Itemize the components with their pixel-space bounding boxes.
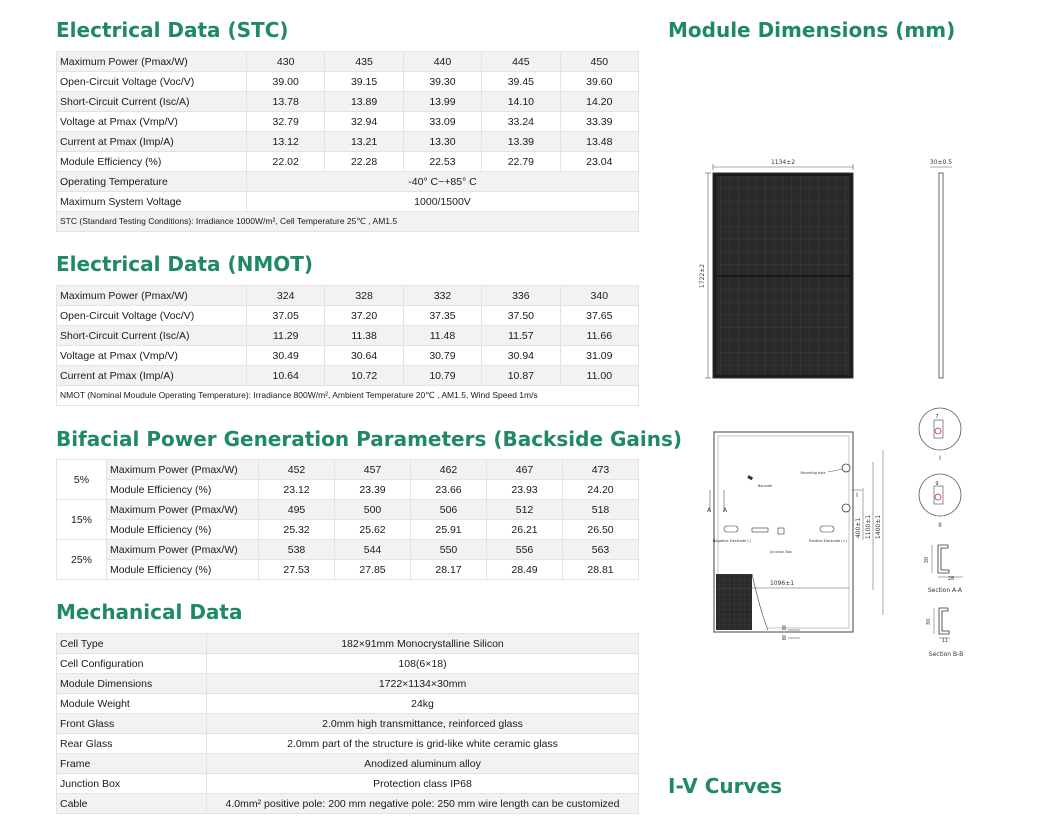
row-label: Maximum Power (Pmax/W) bbox=[57, 52, 247, 72]
row-label: Cell Configuration bbox=[57, 654, 207, 674]
row-label: Module Efficiency (%) bbox=[107, 480, 259, 500]
cell-value: 473 bbox=[563, 460, 639, 480]
cell-value: 11.38 bbox=[325, 326, 403, 346]
cell-value: 39.60 bbox=[560, 72, 638, 92]
frame-profile-b bbox=[939, 608, 949, 634]
row-label: Open-Circuit Voltage (Voc/V) bbox=[57, 306, 247, 326]
cell-value: 26.50 bbox=[563, 520, 639, 540]
dimensions-heading: Module Dimensions (mm) bbox=[668, 18, 956, 42]
row-label: Maximum Power (Pmax/W) bbox=[107, 500, 259, 520]
row-label: Open-Circuit Voltage (Voc/V) bbox=[57, 72, 247, 92]
section-a-left-label: A bbox=[706, 507, 712, 514]
row-label: Maximum Power (Pmax/W) bbox=[107, 540, 259, 560]
cell-value: 30.64 bbox=[325, 346, 403, 366]
cell-value: 518 bbox=[563, 500, 639, 520]
width-dimension-label: 1134±2 bbox=[770, 159, 796, 166]
cell-value: 11.00 bbox=[560, 366, 638, 386]
dim-1100-label: 1100±1 bbox=[865, 514, 872, 540]
cell-value: 4.0mm² positive pole: 200 mm negative pole: 250 mm wire length can be customized bbox=[207, 794, 639, 814]
row-label: Short-Circuit Current (Isc/A) bbox=[57, 92, 247, 112]
cell-value: 13.39 bbox=[482, 132, 560, 152]
section-b-b-label: Section B-B bbox=[928, 651, 964, 658]
dim-1096-label: 1096±1 bbox=[769, 580, 795, 587]
side-view bbox=[930, 159, 952, 378]
cell-value: 23.04 bbox=[560, 152, 638, 172]
cell-value: 538 bbox=[259, 540, 335, 560]
cell-value: 14.20 bbox=[560, 92, 638, 112]
section-b-b bbox=[926, 608, 963, 658]
cell-value: 500 bbox=[335, 500, 411, 520]
dim-28-label: 28 bbox=[947, 576, 955, 582]
cell-value: 13.48 bbox=[560, 132, 638, 152]
cell-value: -40° C~+85° C bbox=[247, 172, 639, 192]
cell-value: 324 bbox=[247, 286, 325, 306]
gain-label: 5% bbox=[57, 460, 107, 500]
row-label: Maximum System Voltage bbox=[57, 192, 247, 212]
row-label: Module Dimensions bbox=[57, 674, 207, 694]
cell-value: 24kg bbox=[207, 694, 639, 714]
cell-value: 22.02 bbox=[247, 152, 325, 172]
row-label: Cable bbox=[57, 794, 207, 814]
cell-value: 31.09 bbox=[560, 346, 638, 366]
cell-value: 26.21 bbox=[487, 520, 563, 540]
mounting-hole-detail-icon bbox=[935, 428, 941, 434]
row-label: Cell Type bbox=[57, 634, 207, 654]
cell-value: 23.93 bbox=[487, 480, 563, 500]
dim-400-label: 400±1 bbox=[855, 517, 862, 539]
cell-value: 23.66 bbox=[411, 480, 487, 500]
cell-value: 33.39 bbox=[560, 112, 638, 132]
height-dimension-label: 1722±2 bbox=[699, 263, 706, 289]
cell-value: 32.94 bbox=[325, 112, 403, 132]
cell-value: 462 bbox=[411, 460, 487, 480]
cell-value: 32.79 bbox=[247, 112, 325, 132]
section-a-a bbox=[924, 545, 963, 594]
cell-value: 1000/1500V bbox=[247, 192, 639, 212]
cell-value: 30.49 bbox=[247, 346, 325, 366]
frame-profile-a bbox=[938, 545, 949, 573]
cell-value: 37.05 bbox=[247, 306, 325, 326]
cell-value: 33.24 bbox=[482, 112, 560, 132]
detail-i-label: I bbox=[939, 455, 941, 462]
detail-ii-label: II bbox=[938, 522, 942, 529]
cell-value: 30.94 bbox=[482, 346, 560, 366]
cell-value: 11.66 bbox=[560, 326, 638, 346]
cell-value: 11.57 bbox=[482, 326, 560, 346]
cell-value: 10.72 bbox=[325, 366, 403, 386]
cell-value: 39.15 bbox=[325, 72, 403, 92]
row-label: Maximum Power (Pmax/W) bbox=[107, 460, 259, 480]
cell-value: 1722×1134×30mm bbox=[207, 674, 639, 694]
thickness-dimension-label: 30±0.5 bbox=[929, 159, 953, 166]
row-label: Rear Glass bbox=[57, 734, 207, 754]
dim-11-label: 11 bbox=[941, 638, 949, 644]
panel-side-profile bbox=[939, 173, 943, 378]
junction-box-icon bbox=[752, 528, 768, 532]
stc-note: STC (Standard Testing Conditions): Irradiance 1000W/m², Cell Temperature 25℃ , AM1.5 bbox=[57, 212, 639, 232]
cell-value: Anodized aluminum alloy bbox=[207, 754, 639, 774]
cell-value: 450 bbox=[560, 52, 638, 72]
barcode-label: Barcode bbox=[757, 484, 773, 488]
cell-value: 39.00 bbox=[247, 72, 325, 92]
detail-i-dim-label: 7 bbox=[935, 414, 939, 420]
cell-value: 37.65 bbox=[560, 306, 638, 326]
cell-value: 28.81 bbox=[563, 560, 639, 580]
dim-1400-label: 1400±1 bbox=[875, 514, 882, 540]
row-label: Junction Box bbox=[57, 774, 207, 794]
cell-value: 14.10 bbox=[482, 92, 560, 112]
cell-value: 39.45 bbox=[482, 72, 560, 92]
cell-value: 340 bbox=[560, 286, 638, 306]
cell-value: 11.29 bbox=[247, 326, 325, 346]
detail-i bbox=[919, 408, 961, 462]
cell-value: 28.49 bbox=[487, 560, 563, 580]
nmot-note: NMOT (Nominal Moudule Operating Temperature): Irradiance 800W/m², Ambient Temperature 20℃ , AM1.5, Wind Speed 1m/s bbox=[57, 386, 639, 406]
cell-value: 332 bbox=[403, 286, 481, 306]
detail-ii bbox=[919, 474, 961, 529]
row-label: Front Glass bbox=[57, 714, 207, 734]
cell-value: 440 bbox=[403, 52, 481, 72]
row-label: Module Efficiency (%) bbox=[107, 560, 259, 580]
cell-value: 495 bbox=[259, 500, 335, 520]
cell-value: 10.87 bbox=[482, 366, 560, 386]
row-label: Maximum Power (Pmax/W) bbox=[57, 286, 247, 306]
cell-value: 13.99 bbox=[403, 92, 481, 112]
iv-heading: I-V Curves bbox=[668, 774, 783, 798]
row-label: Operating Temperature bbox=[57, 172, 247, 192]
cell-value: 13.78 bbox=[247, 92, 325, 112]
cell-value: 13.12 bbox=[247, 132, 325, 152]
cell-value: 28.17 bbox=[411, 560, 487, 580]
cell-value: 13.21 bbox=[325, 132, 403, 152]
stc-heading: Electrical Data (STC) bbox=[56, 18, 289, 42]
cell-value: 11.48 bbox=[403, 326, 481, 346]
mounting-hole-label: Mounting hole bbox=[800, 471, 826, 475]
section-b-top-label: B bbox=[781, 625, 787, 632]
cell-value: 445 bbox=[482, 52, 560, 72]
mounting-hole-icon bbox=[842, 504, 850, 512]
row-label: Voltage at Pmax (Vmp/V) bbox=[57, 112, 247, 132]
dim-30-a-label: 30 bbox=[924, 556, 930, 564]
dim-30-b-label: 30 bbox=[926, 618, 932, 626]
cell-value: 563 bbox=[563, 540, 639, 560]
section-i-marker: I bbox=[856, 492, 858, 499]
cell-value: 22.79 bbox=[482, 152, 560, 172]
cell-value: 435 bbox=[325, 52, 403, 72]
cell-value: 24.20 bbox=[563, 480, 639, 500]
row-label: Frame bbox=[57, 754, 207, 774]
cell-value: 2.0mm part of the structure is grid-like white ceramic glass bbox=[207, 734, 639, 754]
cell-value: 544 bbox=[335, 540, 411, 560]
cell-value: 13.89 bbox=[325, 92, 403, 112]
cell-value: 25.91 bbox=[411, 520, 487, 540]
cell-value: 328 bbox=[325, 286, 403, 306]
row-label: Module Efficiency (%) bbox=[57, 152, 247, 172]
cell-value: 108(6×18) bbox=[207, 654, 639, 674]
cell-value: Protection class IP68 bbox=[207, 774, 639, 794]
nmot-heading: Electrical Data (NMOT) bbox=[56, 252, 314, 276]
cell-value: 2.0mm high transmittance, reinforced glass bbox=[207, 714, 639, 734]
rear-cell-cutaway bbox=[716, 574, 752, 630]
positive-electrode-label: Positive Electrode (+) bbox=[809, 539, 847, 543]
cell-value: 10.64 bbox=[247, 366, 325, 386]
row-label: Current at Pmax (Imp/A) bbox=[57, 132, 247, 152]
junction-box-label: Junction Box bbox=[770, 550, 792, 554]
cell-value: 23.12 bbox=[259, 480, 335, 500]
cell-value: 25.32 bbox=[259, 520, 335, 540]
positive-cable-icon bbox=[820, 526, 834, 532]
mounting-hole-icon bbox=[842, 464, 850, 472]
back-view bbox=[707, 432, 883, 642]
mechanical-heading: Mechanical Data bbox=[56, 600, 243, 624]
cell-value: 30.79 bbox=[403, 346, 481, 366]
negative-cable-icon bbox=[724, 526, 738, 532]
row-label: Current at Pmax (Imp/A) bbox=[57, 366, 247, 386]
cell-value: 10.79 bbox=[403, 366, 481, 386]
section-a-right-label: A bbox=[722, 507, 728, 514]
cell-value: 22.28 bbox=[325, 152, 403, 172]
detail-ii-dim-label: 9 bbox=[935, 481, 939, 487]
section-a-a-label: Section A-A bbox=[927, 587, 963, 594]
mounting-hole-detail-icon bbox=[935, 494, 941, 500]
front-view bbox=[699, 159, 853, 378]
cell-value: 452 bbox=[259, 460, 335, 480]
row-label: Short-Circuit Current (Isc/A) bbox=[57, 326, 247, 346]
cell-value: 182×91mm Monocrystalline Silicon bbox=[207, 634, 639, 654]
bifacial-heading: Bifacial Power Generation Parameters (Backside Gains) bbox=[56, 427, 683, 451]
row-label: Voltage at Pmax (Vmp/V) bbox=[57, 346, 247, 366]
cell-value: 37.20 bbox=[325, 306, 403, 326]
section-b-bottom-label: B bbox=[781, 635, 787, 642]
cell-value: 25.62 bbox=[335, 520, 411, 540]
cell-value: 27.53 bbox=[259, 560, 335, 580]
gain-label: 15% bbox=[57, 500, 107, 540]
cell-value: 556 bbox=[487, 540, 563, 560]
cell-value: 33.09 bbox=[403, 112, 481, 132]
row-label: Module Efficiency (%) bbox=[107, 520, 259, 540]
cell-value: 512 bbox=[487, 500, 563, 520]
cell-value: 37.50 bbox=[482, 306, 560, 326]
cell-value: 467 bbox=[487, 460, 563, 480]
cell-value: 13.30 bbox=[403, 132, 481, 152]
cell-value: 457 bbox=[335, 460, 411, 480]
cell-value: 39.30 bbox=[403, 72, 481, 92]
row-label: Module Weight bbox=[57, 694, 207, 714]
cell-value: 22.53 bbox=[403, 152, 481, 172]
cell-value: 37.35 bbox=[403, 306, 481, 326]
gain-label: 25% bbox=[57, 540, 107, 580]
negative-electrode-label: Negative Electrode (-) bbox=[712, 539, 752, 543]
cell-value: 23.39 bbox=[335, 480, 411, 500]
cell-value: 550 bbox=[411, 540, 487, 560]
cell-value: 336 bbox=[482, 286, 560, 306]
cell-value: 27.85 bbox=[335, 560, 411, 580]
cell-value: 506 bbox=[411, 500, 487, 520]
cell-value: 430 bbox=[247, 52, 325, 72]
